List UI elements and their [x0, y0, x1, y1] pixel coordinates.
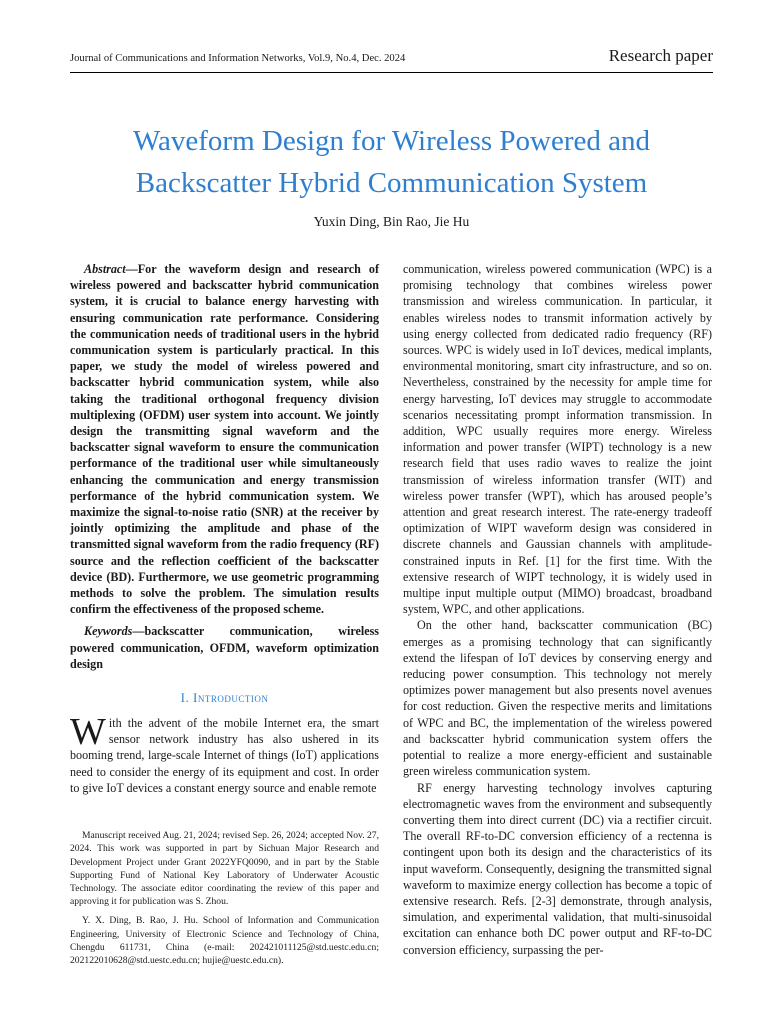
abstract-label: Abstract [84, 262, 126, 276]
author-list: Yuxin Ding, Bin Rao, Jie Hu [313, 214, 470, 229]
intro-paragraph [70, 711, 379, 796]
right-column [403, 261, 712, 958]
title-line-1: Waveform Design for Wireless Powered and [132, 125, 650, 157]
body-paragraph-3: RF energy harvesting technology involves capturing electromagnetic waves from the environment and subsequently converting them into direct current (DC) via a rectifier circuit. The overall RF-to-DC conversion efficiency of a rectenna is contingent upon both its design and the characteristics of its input waveform. Consequently, designing the transmitted signal waveform to maximize energy collection has become a topic of extensive research. Refs. [2-3] demonstrate, through analysis, simulation, and experimental validation, that multi-sinusoidal excitation can enhance both DC power output and RF-to-DC conversion efficiency, surpassing the per- [403, 780, 712, 957]
footnote-affiliation: Y. X. Ding, B. Rao, J. Hu. School of Information and Communication Engineering, University of Electronic Science and Technology of China, Chengdu 611731, China (e-mail: 202421011125@std.uestc.edu.cn; 202122010628@std.uestc.edu.cn; hujie@uestc.edu.cn). [70, 915, 379, 966]
left-column [70, 261, 379, 973]
running-head [70, 46, 713, 70]
footnote-manuscript: Manuscript received Aug. 21, 2024; revised Sep. 26, 2024; accepted Nov. 27, 2024. This work was supported in part by Sichuan Major Research and Development Project under Grant 2022YFQ0090, and in part by the Stable Supporting Fund of National Key Laboratory of Underwater Acoustic Technology. The associate editor coordinating the review of this paper and approving it for publication was S. Zhou. [70, 830, 379, 908]
footnote-separator [70, 818, 379, 819]
header-rule [70, 72, 713, 73]
abstract [70, 261, 379, 617]
title-line-2: Backscatter Hybrid Communication System [135, 167, 648, 199]
section-heading [70, 690, 379, 706]
footnotes [70, 829, 379, 967]
abstract-text: —For the waveform design and research of wireless powered and backscatter hybrid communication system, it is crucial to balance energy harvesting with ensuring communication rate performance. Considering the communication needs of traditional users in the hybrid communication system is particularly practical. In this paper, we study the model of wireless powered and backscatter hybrid communication system, while also taking the traditional orthogonal frequency division multiplexing (OFDM) user system into account. We jointly design the transmitting signal waveform and the backscatter signal waveform to ensure the communication performance of the traditional user while simultaneously enhancing the communication and energy transmission performance of the hybrid communication system. We maximize the signal-to-noise ratio (SNR) at the receiver by jointly optimizing the amplitude and phase of the transmitted signal waveform from the radio frequency (RF) source and the reflection coefficient of the backscatter device (BD). Furthermore, we use geometric programming methods to solve the problem. The simulation results confirm the effectiveness of the proposed scheme. [70, 262, 379, 617]
keywords-text: —backscatter communication, wireless powered communication, OFDM, waveform optimization design [70, 624, 379, 671]
intro-text: ith the advent of the mobile Internet era, the smart sensor network industry has also ushered in its booming trend, large-scale Internet of things (IoT) applications need to consider the energy of its equipment and cost. In order to give IoT devices a constant energy source and enable remote [70, 716, 379, 795]
keywords-label: Keywords [84, 624, 133, 639]
body-paragraph-2: On the other hand, backscatter communication (BC) emerges as a promising technology that can significantly extend the lifespan of IoT devices by conserving energy and reducing power consumption. This technology not merely optimizes power management but also presents novel avenues for cost reduction. Given the respective merits and limitations of WPC and BC, the implementation of the wireless powered and backscatter hybrid communication system offers the potential to realize a more energy-efficient and sustainable green wireless communication system. [403, 618, 712, 779]
keywords [70, 623, 379, 672]
section-title: Introduction [193, 690, 269, 706]
journal-citation: Journal of Communications and Information Networks, Vol.9, No.4, Dec. 2024 [70, 53, 406, 64]
drop-cap: W [70, 711, 106, 754]
body-paragraph-1: communication, wireless powered communication (WPC) is a promising technology that combines wireless power transmission and wireless communication. In particular, it enables wireless nodes to transmit information actively by using energy collected from dedicated radio frequency (RF) sources. WPC is widely used in IoT devices, medical implants, environmental monitoring, smart city infrastructure, and so on. Nevertheless, constrained by the necessity for ample time for energy harvesting, IoT devices may struggle to accommodate scenarios necessitating prompt information transmission. In addition, WPC usually requires more energy. Wireless information and power transfer (WIPT) technology is a new research field that uses radio waves to realize the joint transmission of wireless information transfer (WIT) and wireless power transfer (WPT), which has aroused people’s attention and great research interest. The rate-energy tradeoff optimization of WIPT waveform design was considered in discrete channels and Gaussian channels with amplitude-constrained inputs in Ref. [1] for the first time. With the extensive research of WIPT technology, it is widely used in multipe input multiple output (MIMO) broadcast, broadband system, WPC, and other applications. [403, 262, 712, 617]
paper-type-label: Research paper [608, 46, 713, 65]
paper-title [70, 120, 713, 204]
section-number: I. [180, 690, 190, 706]
